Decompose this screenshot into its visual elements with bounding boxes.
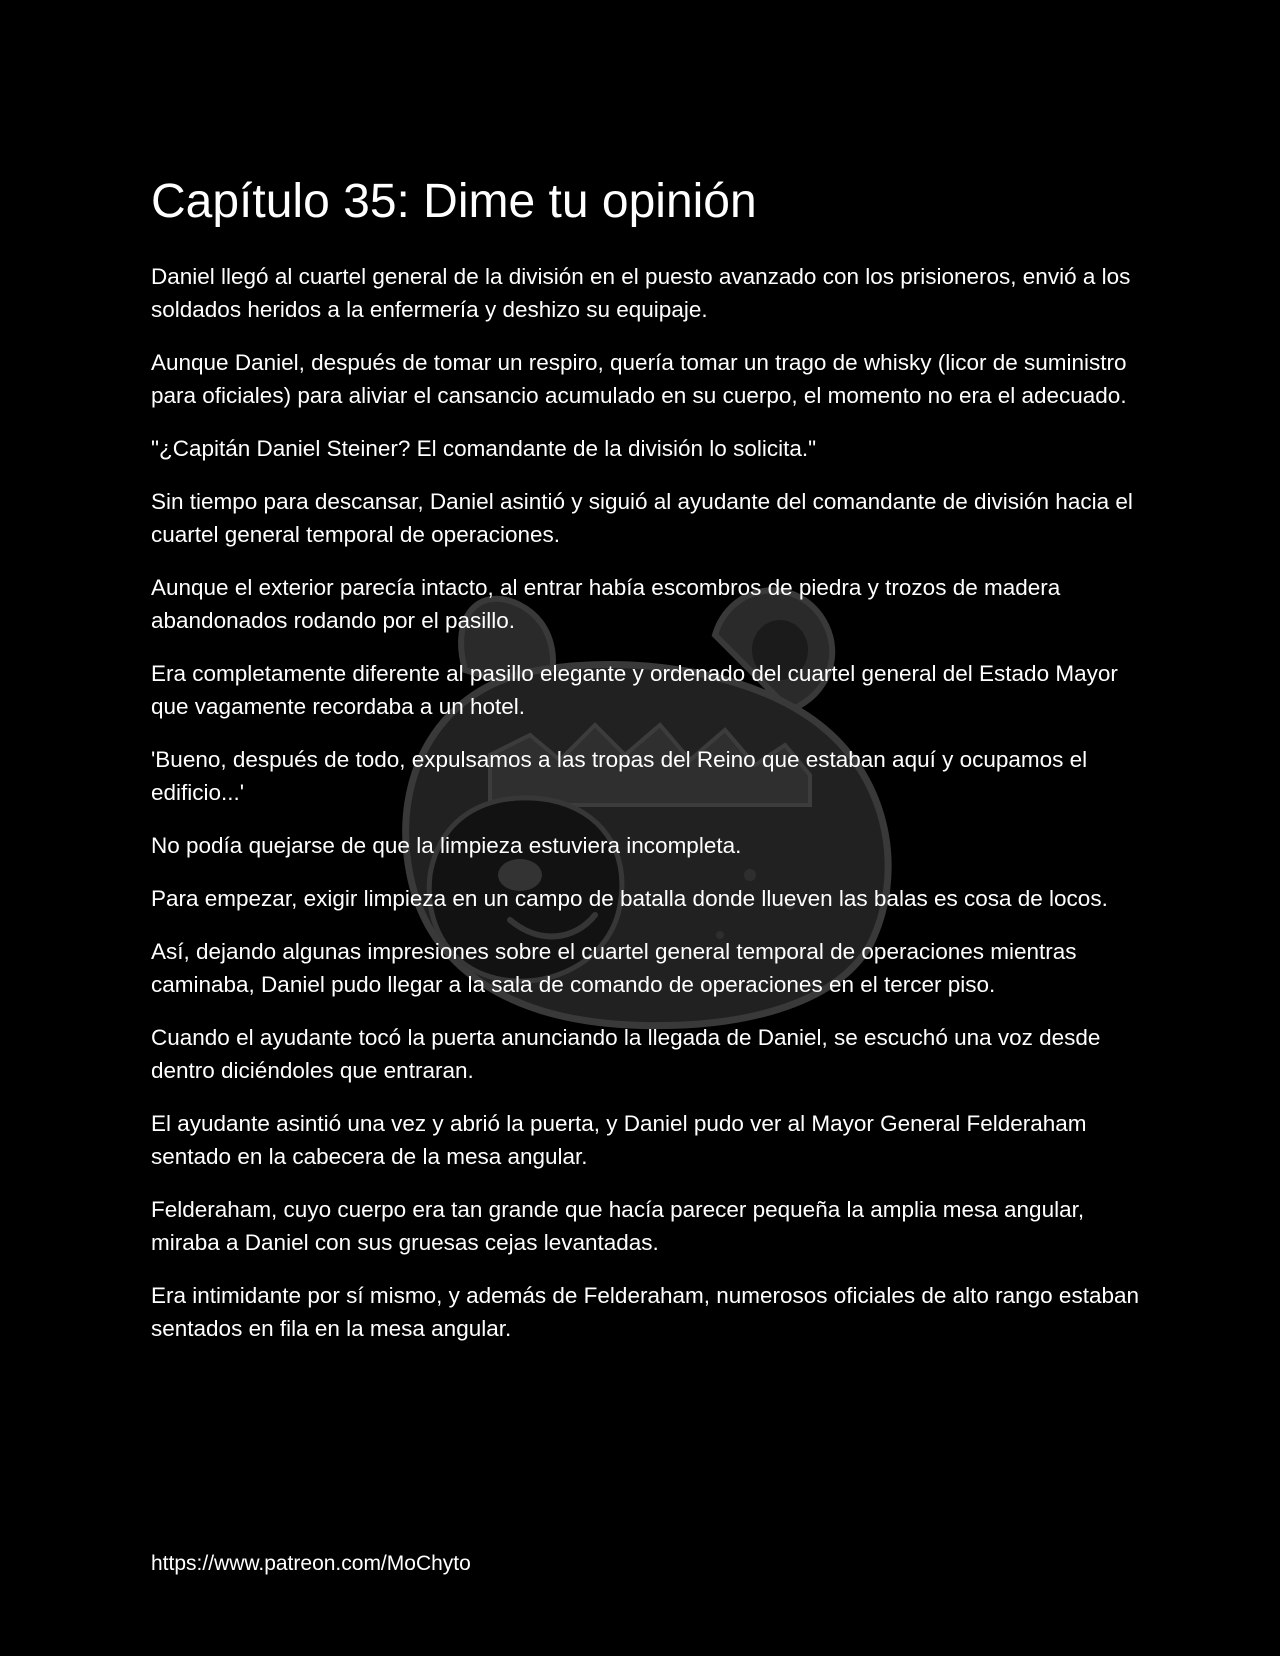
chapter-title: Capítulo 35: Dime tu opinión (151, 175, 757, 228)
paragraph: Daniel llegó al cuartel general de la división en el puesto avanzado con los prisioneros, envió a los soldados heridos a la enfermería y deshizo su equipaje. (151, 264, 1131, 322)
paragraph: Así, dejando algunas impresiones sobre el cuartel general temporal de operaciones mientras caminaba, Daniel pudo llegar a la sala de comando de operaciones en el tercer piso. (151, 939, 1077, 997)
paragraph: Cuando el ayudante tocó la puerta anunciando la llegada de Daniel, se escuchó una voz desde dentro diciéndoles que entraran. (151, 1025, 1101, 1083)
patreon-link[interactable]: https://www.patreon.com/MoChyto (151, 1552, 471, 1575)
paragraph: Aunque el exterior parecía intacto, al entrar había escombros de piedra y trozos de madera abandonados rodando por el pasillo. (151, 575, 1061, 633)
paragraph: "¿Capitán Daniel Steiner? El comandante de la división lo solicita." (151, 436, 817, 461)
paragraph: Era completamente diferente al pasillo elegante y ordenado del cuartel general del Estado Mayor que vagamente recordaba a un hotel. (151, 661, 1118, 719)
paragraph: Para empezar, exigir limpieza en un campo de batalla donde llueven las balas es cosa de locos. (151, 886, 1108, 911)
document-body (151, 168, 1141, 1365)
paragraph: Sin tiempo para descansar, Daniel asintió y siguió al ayudante del comandante de división hacia el cuartel general temporal de operaciones. (151, 489, 1133, 547)
paragraph: No podía quejarse de que la limpieza estuviera incompleta. (151, 833, 742, 858)
paragraph: 'Bueno, después de todo, expulsamos a las tropas del Reino que estaban aquí y ocupamos el edificio...' (151, 747, 1088, 805)
paragraph: Felderaham, cuyo cuerpo era tan grande que hacía parecer pequeña la amplia mesa angular, miraba a Daniel con sus gruesas cejas levantadas. (151, 1197, 1085, 1255)
paragraph: El ayudante asintió una vez y abrió la puerta, y Daniel pudo ver al Mayor General Felderaham sentado en la cabecera de la mesa angular. (151, 1111, 1087, 1169)
paragraph: Aunque Daniel, después de tomar un respiro, quería tomar un trago de whisky (licor de suministro para oficiales) para aliviar el cansancio acumulado en su cuerpo, el momento no era el adecuado. (151, 350, 1127, 408)
paragraph: Era intimidante por sí mismo, y además de Felderaham, numerosos oficiales de alto rango estaban sentados en fila en la mesa angular. (151, 1283, 1140, 1341)
